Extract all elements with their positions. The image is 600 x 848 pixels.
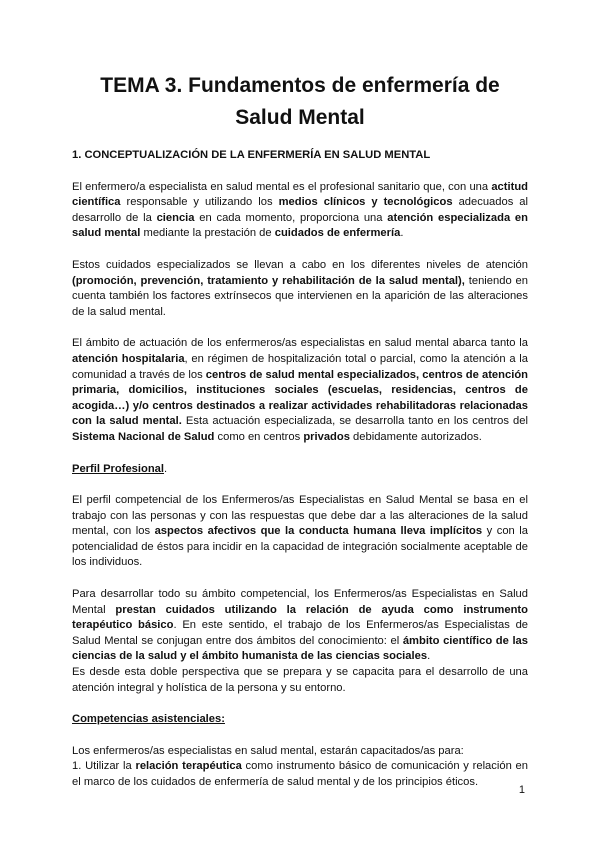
paragraph-scope (72, 336, 528, 445)
text-run: El perfil competencial de los Enfermeros/as Especialistas en Salud Mental se basa en el trabajo con las personas y con las respuestas que debe dar a las alteraciones de la salud mental, con los (72, 494, 528, 538)
subheading-suffix: . (164, 462, 168, 475)
text-run: Los enfermeros/as especialistas en salud mental, estarán capacitados/as para: (72, 744, 464, 757)
section-heading: 1. CONCEPTUALIZACIÓN DE LA ENFERMERÍA EN SALUD MENTAL (72, 149, 431, 161)
text-run: Para desarrollar todo su ámbito competencial, los Enfermeros/as Especialistas en Salud Mental (72, 588, 528, 616)
document-body (72, 148, 528, 807)
subheading-perfil (72, 462, 528, 478)
text-run: como en centros (214, 430, 304, 443)
bold-run: centros de salud mental especializados, centros de atención primaria, domicilios, instituciones sociales (escuelas, residencias, centros de acogida…) y/o centros destinados a realizar actividades rehabilitadoras relacionadas con la salud mental. (72, 368, 528, 428)
text-run: teniendo en cuenta también los factores extrínsecos que intervienen en la aparición de las alteraciones de la salud mental. (72, 274, 528, 318)
text-run: . En este sentido, el trabajo de los Enfermeros/as Especialistas de Salud Mental se conjugan entre dos ámbitos del conocimiento: el (72, 619, 529, 647)
text-run: debidamente autorizados. (349, 430, 482, 443)
text-run: Estos cuidados especializados se llevan a cabo en los diferentes niveles de atención (72, 258, 528, 271)
bold-run: ámbito científico de las ciencias de la salud y el ámbito humanista de las ciencias sociales (72, 634, 529, 663)
bold-run: cuidados de enfermería (274, 227, 401, 240)
bold-run: Sistema Nacional de Salud (72, 430, 215, 443)
paragraph-care-levels (72, 258, 528, 320)
bold-run: atención especializada en salud mental (72, 211, 528, 240)
text-run: Es desde esta doble perspectiva que se prepara y se capacita para el desarrollo de una atención integral y holística de la persona y su entorno. (72, 666, 528, 694)
paragraph-competence (72, 587, 528, 665)
bold-run: (promoción, prevención, tratamiento y rehabilitación de la salud mental), (72, 274, 465, 287)
subheading-competencias: Competencias asistenciales: (72, 713, 225, 726)
text-run: . (427, 650, 431, 663)
document-title (60, 70, 540, 134)
text-run: y con la potencialidad de éstos para incidir en la capacidad de integración socialmente aceptable de los individuos. (72, 525, 529, 569)
text-run: . (400, 227, 404, 240)
text-run: El ámbito de actuación de los enfermeros/as especialistas en salud mental abarca tanto la (72, 337, 528, 350)
title-line-1: TEMA 3. Fundamentos de enfermería de (100, 74, 500, 97)
bold-run: ciencia (156, 211, 195, 224)
text-run: , en régimen de hospitalización total o parcial, como la atención a la comunidad a través de los (72, 352, 528, 381)
list-item-1 (72, 759, 528, 790)
title-line-2: Salud Mental (235, 106, 365, 129)
text-run: 1. Utilizar la (72, 760, 136, 773)
bold-run: actitud científica (72, 180, 528, 209)
text-run: como instrumento básico de comunicación y relación en el marco de los cuidados de enfermería de salud mental y de los principios éticos. (72, 760, 528, 788)
subheading-text: Perfil Profesional (72, 462, 165, 475)
text-run: responsable y utilizando los (120, 196, 279, 209)
text-run: mediante la prestación de (140, 227, 275, 240)
text-run: adecuados al desarrollo de la (72, 196, 528, 224)
bold-run: medios clínicos y tecnológicos (278, 196, 453, 209)
bold-run: aspectos afectivos que la conducta humana lleva implícitos (154, 525, 483, 538)
text-run: Esta actuación especializada, se desarrolla tanto en los centros del (181, 415, 528, 428)
bold-run: atención hospitalaria (72, 352, 185, 365)
text-run: El enfermero/a especialista en salud mental es el profesional sanitario que, con una (72, 180, 492, 193)
text-run: en cada momento, proporciona una (194, 211, 388, 224)
page-number: 1 (518, 784, 525, 796)
paragraph-capacities-intro (72, 744, 528, 760)
bold-run: relación terapéutica (135, 760, 242, 773)
bold-run: prestan cuidados utilizando la relación de ayuda como instrumento terapéutico básico (72, 603, 528, 632)
paragraph-profile (72, 493, 528, 571)
paragraph-perspective (72, 665, 528, 696)
bold-run: privados (303, 430, 350, 443)
paragraph-definition (72, 180, 528, 242)
